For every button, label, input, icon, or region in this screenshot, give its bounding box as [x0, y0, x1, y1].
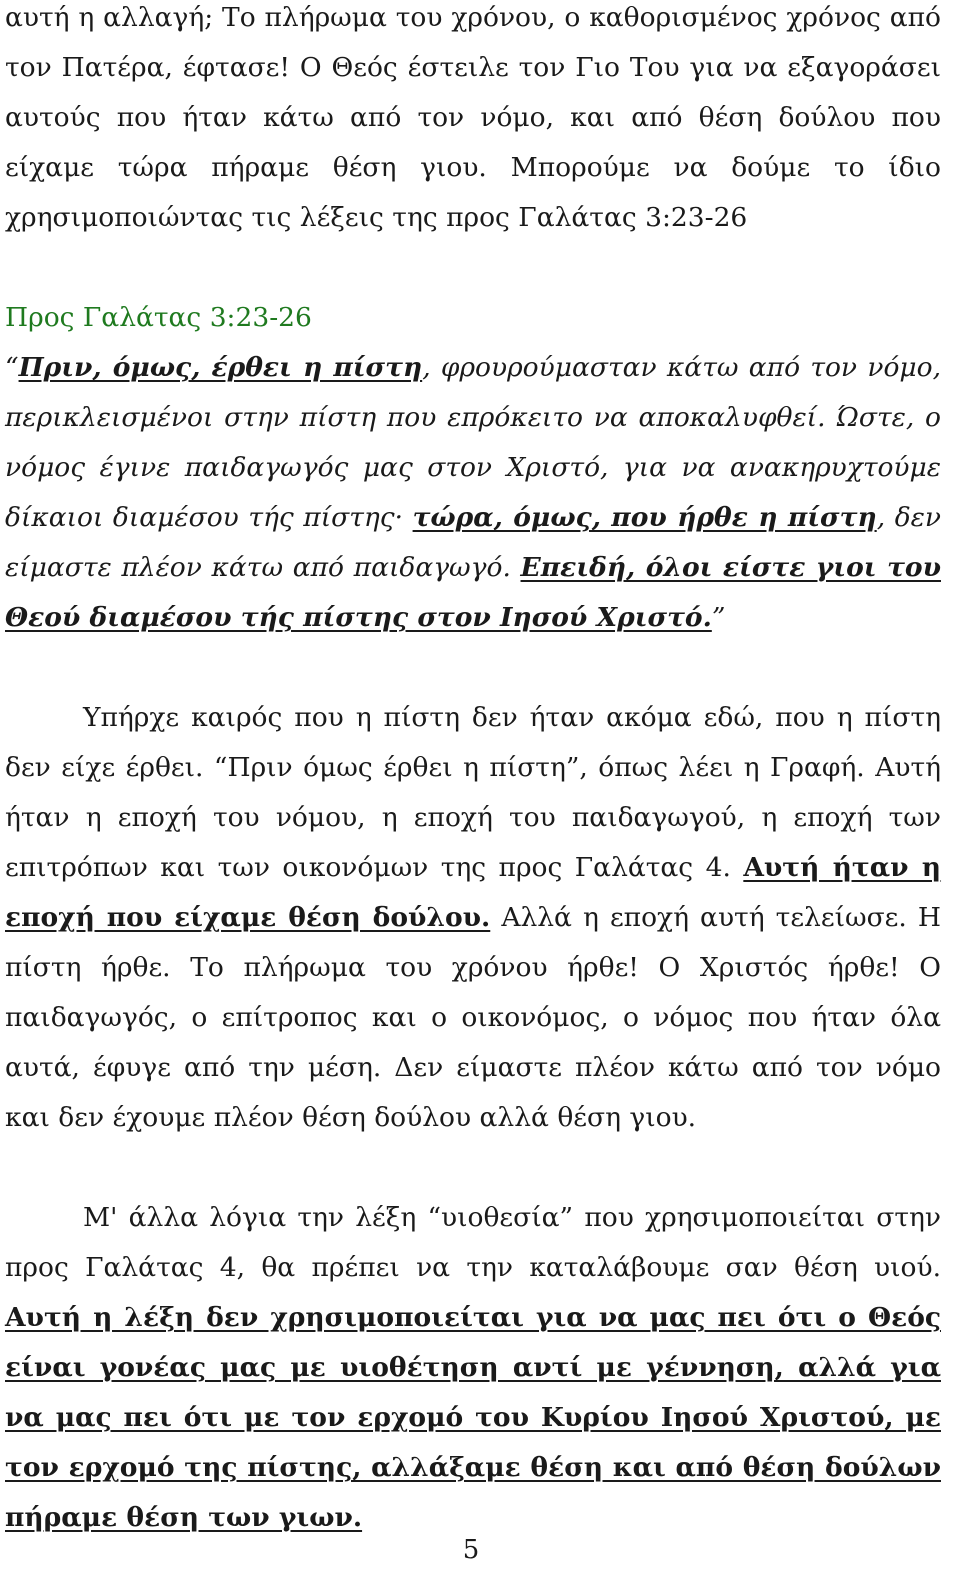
paragraph-adoption: [5, 1193, 941, 1543]
paragraph-emphasis: Αυτή ήταν η εποχή που είχαμε θέση δούλου.: [5, 852, 942, 933]
quote-open-mark: “: [5, 352, 19, 383]
quote-emphasis-1: Πριν, όμως, έρθει η πίστη: [18, 352, 423, 383]
paragraph-intro: αυτή η αλλαγή; Το πλήρωμα του χρόνου, ο καθορισμένος χρόνος από τον Πατέρα, έφτασε! Ο Θεός έστειλε τον Γιο Του για να εξαγοράσει αυτούς που ήταν κάτω από τον νόμο, και από θέση δούλου που είχαμε τώρα πήραμε θέση γιου. Μπορούμε να δούμε το ίδιο χρησιμοποιώντας τις λέξεις της προς Γαλάτας 3:23-26: [5, 2, 941, 233]
page-number: 5: [462, 1535, 480, 1565]
paragraph-text: Υπήρχε καιρός που η πίστη δεν ήταν ακόμα εδώ, που η πίστη δεν είχε έρθει. “Πριν όμως έρθει η πίστη”, όπως λέει η Γραφή. Αυτή ήταν η εποχή του νόμου, η εποχή του παιδαγωγού, η εποχή των επιτρόπων και των οικονόμων της προς Γαλάτας 4.: [5, 702, 941, 883]
spacer: [5, 643, 941, 693]
scripture-reference-heading: Προς Γαλάτας 3:23-26: [5, 302, 312, 333]
spacer: [5, 1143, 941, 1193]
paragraph-text: Αλλά η εποχή αυτή τελείωσε. Η πίστη ήρθε. Το πλήρωμα του χρόνου ήρθε! Ο Χριστός ήρθε! Ο παιδαγωγός, ο επίτροπος και ο οικονόμος, ο νόμος που ήταν όλα αυτά, έφυγε από την μέση. Δεν είμαστε πλέον κάτω από τον νόμο και δεν έχουμε πλέον θέση δούλου αλλά θέση γιου.: [5, 902, 941, 1133]
paragraph-faith-came: [5, 693, 941, 1143]
quote-emphasis-3: Επειδή, όλοι είστε γιοι του Θεού διαμέσου τής πίστης στον Ιησού Χριστό.: [5, 552, 941, 633]
document-page: [5, 0, 941, 1543]
quote-emphasis-2: τώρα, όμως, που ήρθε η πίστη: [412, 502, 877, 533]
scripture-quote: [5, 343, 941, 643]
paragraph-text: Μ' άλλα λόγια την λέξη “υιοθεσία” που χρησιμοποιείται στην προς Γαλάτας 4, θα πρέπει να την καταλάβουμε σαν θέση υιού.: [5, 1202, 941, 1283]
paragraph-emphasis: Αυτή η λέξη δεν χρησιμοποιείται για να μας πει ότι ο Θεός είναι γονέας μας με υιοθέτηση αντί με γέννηση, αλλά για να μας πει ότι με τον ερχομό του Κυρίου Ιησού Χριστού, με τον ερχομό της πίστης, αλλάξαμε θέση και από θέση δούλων πήραμε θέση των γιων.: [5, 1302, 941, 1533]
quote-close-mark: ”: [711, 602, 726, 633]
quote-text-1: , φρουρούμασταν κάτω από τον νόμο, περικλεισμένοι στην πίστη που επρόκειτο να αποκαλυφθεί. Ώστε, ο νόμος έγινε παιδαγωγός μας στον Χριστό, για να ανακηρυχτούμε δίκαιοι διαμέσου τής πίστης·: [5, 352, 941, 533]
quote-text-2: , δεν είμαστε πλέον κάτω από παιδαγωγό.: [5, 502, 941, 583]
spacer: [5, 243, 941, 293]
